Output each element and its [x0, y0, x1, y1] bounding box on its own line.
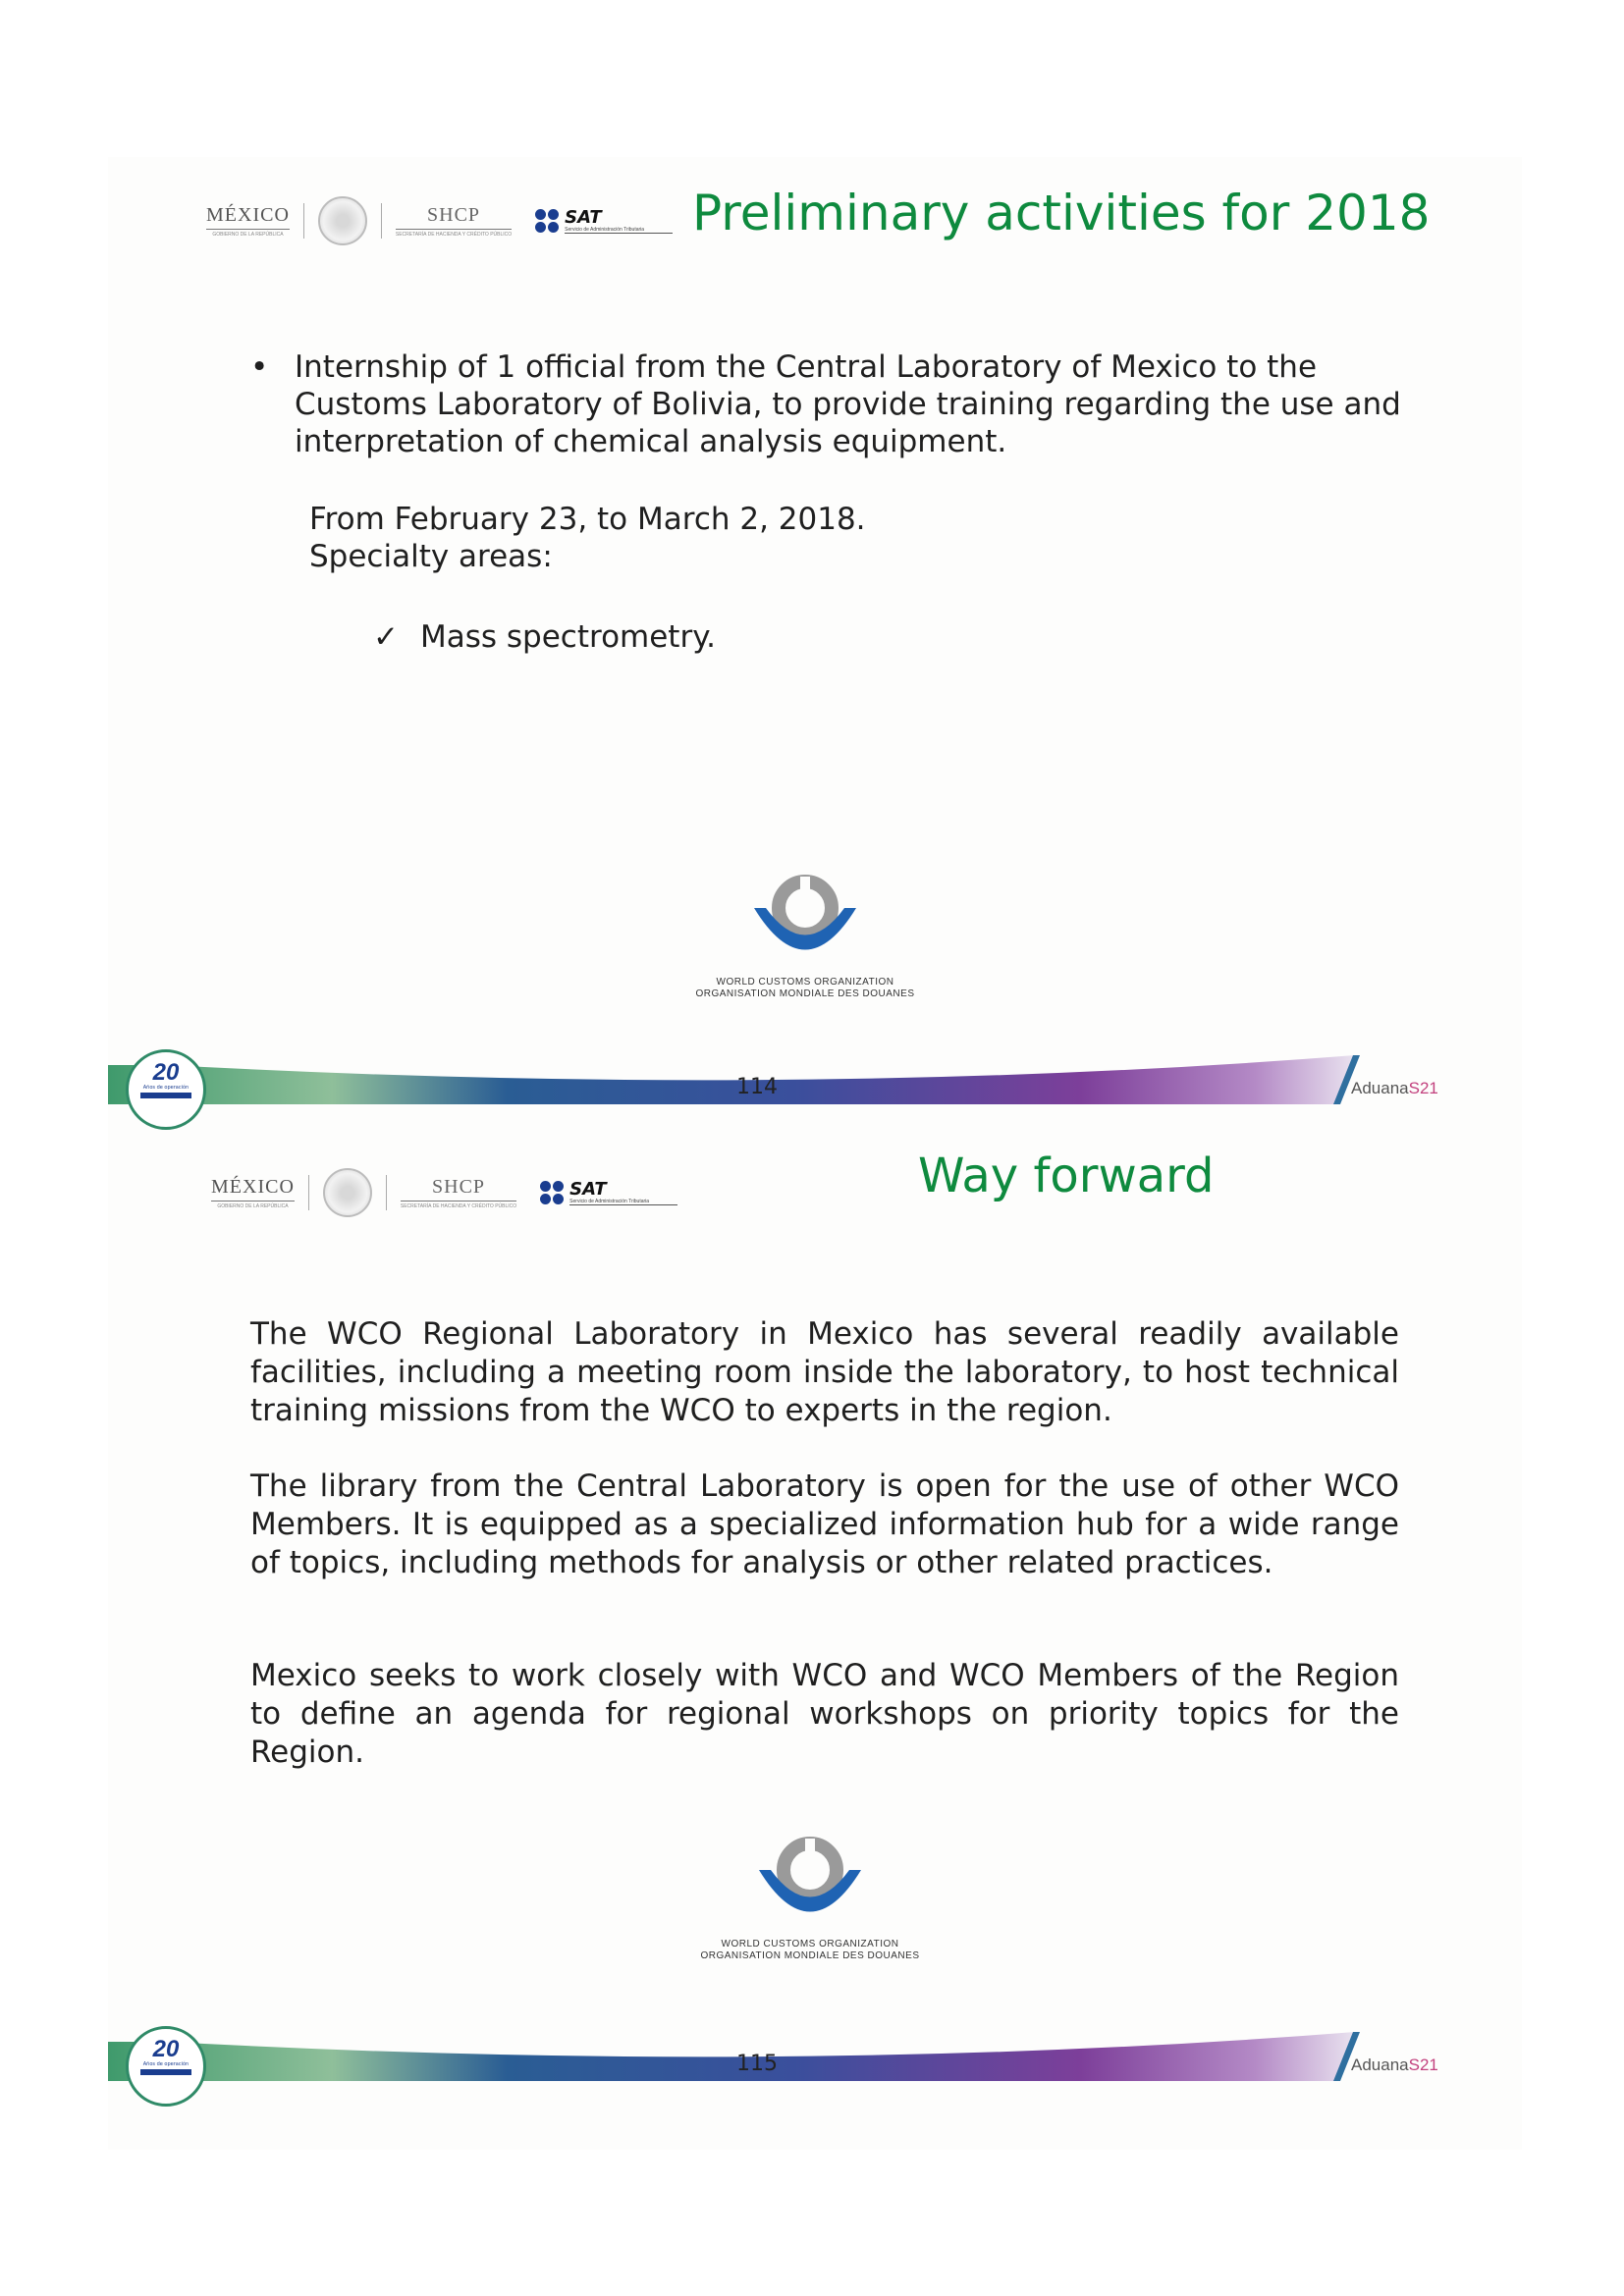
paragraph-agenda: Mexico seeks to work closely with WCO and WCO Members of the Region to define an agenda for regional workshops on priority topics for the Region.: [250, 1658, 1399, 1770]
checkmark-icon: ✓: [373, 619, 399, 655]
specialty-label: Specialty areas:: [309, 539, 553, 574]
sat-logo: SAT Servicio de Administración Tributaria: [535, 209, 673, 234]
wco-emblem-icon: [746, 869, 864, 967]
page-number: 115: [736, 2052, 778, 2076]
paragraph-library: The library from the Central Laboratory is open for the use of other WCO Members. It is equipped as a specialized information hub for a wide range of topics, including methods for analysis or other related practices.: [250, 1468, 1399, 1580]
logo-divider: [303, 203, 304, 239]
mexico-logo: MÉXICO GOBIERNO DE LA REPÚBLICA: [211, 1176, 295, 1209]
bullet-item: • Internship of 1 official from the Central Laboratory of Mexico to the Customs Laboratory of Bolivia, to provide training regarding the use and interpretation of chemical analysis equipment.: [245, 348, 1404, 460]
check-item: ✓ Mass spectrometry.: [373, 619, 716, 655]
bullet-icon: •: [250, 349, 269, 385]
logo-divider: [308, 1175, 309, 1210]
slide-114: [108, 157, 1522, 1129]
slide-title: Way forward: [918, 1148, 1215, 1203]
mexico-logo: MÉXICO GOBIERNO DE LA REPÚBLICA: [206, 204, 290, 238]
paragraph-facilities: The WCO Regional Laboratory in Mexico has several readily available facilities, including a meeting room inside the laboratory, to host technical training missions from the WCO to experts in the region.: [250, 1316, 1399, 1428]
slide-title: Preliminary activities for 2018: [692, 185, 1431, 241]
footer-swoosh: [108, 2022, 1522, 2101]
header-logos: [211, 1168, 677, 1217]
page-number: 114: [736, 1075, 778, 1099]
aduana-s21-logo: AduanaS21: [1351, 1079, 1438, 1097]
logo-divider: [381, 203, 382, 239]
shcp-logo: SHCP SECRETARÍA DE HACIENDA Y CRÉDITO PÚBLICO: [400, 1176, 517, 1209]
national-seal-icon: [318, 196, 367, 245]
header-logos: [206, 196, 673, 245]
footer-swoosh: [108, 1045, 1522, 1124]
shcp-logo: SHCP SECRETARÍA DE HACIENDA Y CRÉDITO PÚBLICO: [395, 204, 513, 238]
sat-logo: SAT Servicio de Administración Tributaria: [540, 1181, 677, 1205]
slide-115: [108, 1129, 1522, 2150]
anniversary-badge: 20 Años de operación: [126, 2026, 206, 2107]
footer-band: [108, 1045, 1522, 1124]
aduana-s21-logo: AduanaS21: [1351, 2056, 1438, 2074]
national-seal-icon: [323, 1168, 372, 1217]
sat-dots-icon: [535, 209, 559, 233]
sat-dots-icon: [540, 1181, 564, 1204]
date-range: From February 23, to March 2, 2018.: [309, 502, 866, 537]
wco-logo: WORLD CUSTOMS ORGANIZATION ORGANISATION MONDIALE DES DOUANES: [663, 1831, 957, 1962]
wco-logo: WORLD CUSTOMS ORGANIZATION ORGANISATION MONDIALE DES DOUANES: [658, 869, 952, 1000]
anniversary-badge: 20 Años de operación: [126, 1049, 206, 1130]
footer-band: [108, 2022, 1522, 2101]
logo-divider: [386, 1175, 387, 1210]
wco-emblem-icon: [751, 1831, 869, 1929]
